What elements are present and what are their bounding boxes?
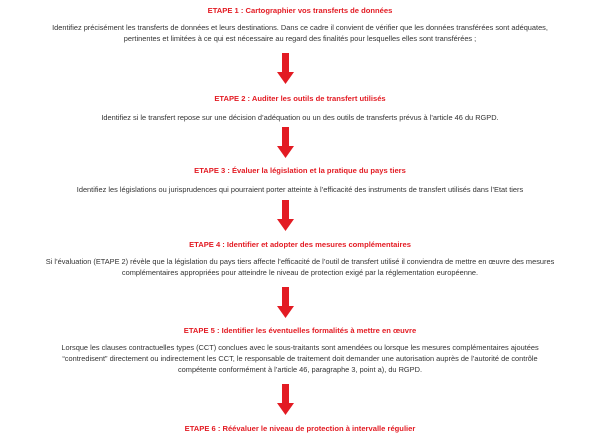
step-1-line-1: Identifiez précisément les transferts de données et leurs destinations. Dans ce cadre il convient de vérifier que les données transférées sont adéquates, <box>52 23 548 32</box>
step-5-description <box>40 342 560 375</box>
arrow-down-icon <box>277 200 294 231</box>
step-4-line-1: Si l’évaluation (ETAPE 2) révèle que la législation du pays tiers affecte l’efficacité de l’outil de transfert utilisé il conviendra de mettre en œuvre des mesures <box>45 257 555 266</box>
step-4-description <box>20 256 580 278</box>
step-1 <box>0 6 600 44</box>
step-2-title: ETAPE 2 : Auditer les outils de transfert utilisés <box>214 94 386 103</box>
step-3 <box>0 166 600 195</box>
step-3-description <box>20 184 580 195</box>
step-1-line-2: pertinentes et limitées à ce qui est nécessaire au regard des finalités pour lesquelles elles sont transférées ; <box>123 34 477 43</box>
step-4-line-2: complémentaires appropriées pour atteindre le niveau de protection exigé par la réglementation européenne. <box>121 268 479 277</box>
step-2-description <box>20 112 580 123</box>
step-5-line-2: “contredisent” directement ou indirectement les CCT, le responsable de traitement doit demander une autorisation auprès de l’autorité de contrôle <box>62 354 538 363</box>
step-4 <box>0 240 600 278</box>
step-1-description <box>20 22 580 44</box>
step-3-title: ETAPE 3 : Évaluer la législation et la pratique du pays tiers <box>194 166 406 175</box>
step-5 <box>0 326 600 375</box>
arrow-down-icon <box>277 384 294 415</box>
step-6-title: ETAPE 6 : Réévaluer le niveau de protection à intervalle régulier <box>184 424 416 433</box>
step-1-title: ETAPE 1 : Cartographier vos transferts de données <box>207 6 393 15</box>
arrow-down-icon <box>277 53 294 84</box>
step-5-title: ETAPE 5 : Identifier les éventuelles formalités à mettre en œuvre <box>183 326 417 335</box>
step-5-line-3: compétente conformément à l’article 46, paragraphe 3, point a), du RGPD. <box>177 365 423 374</box>
step-6 <box>0 424 600 434</box>
step-3-line-1: Identifiez les législations ou jurisprudences qui pourraient porter atteinte à l’efficacité des instruments de transfert utilisés dans l’Etat tiers <box>76 185 524 194</box>
step-2 <box>0 94 600 123</box>
step-2-line-1: Identifiez si le transfert repose sur une décision d’adéquation ou un des outils de transferts prévus à l’article 46 du RGPD. <box>101 113 499 122</box>
step-4-title: ETAPE 4 : Identifier et adopter des mesures complémentaires <box>189 240 411 249</box>
arrow-down-icon <box>277 287 294 318</box>
arrow-down-icon <box>277 127 294 158</box>
step-5-line-1: Lorsque les clauses contractuelles types (CCT) conclues avec le sous-traitants sont amendées ou lorsque les mesures complémentaires ajoutées <box>61 343 539 352</box>
